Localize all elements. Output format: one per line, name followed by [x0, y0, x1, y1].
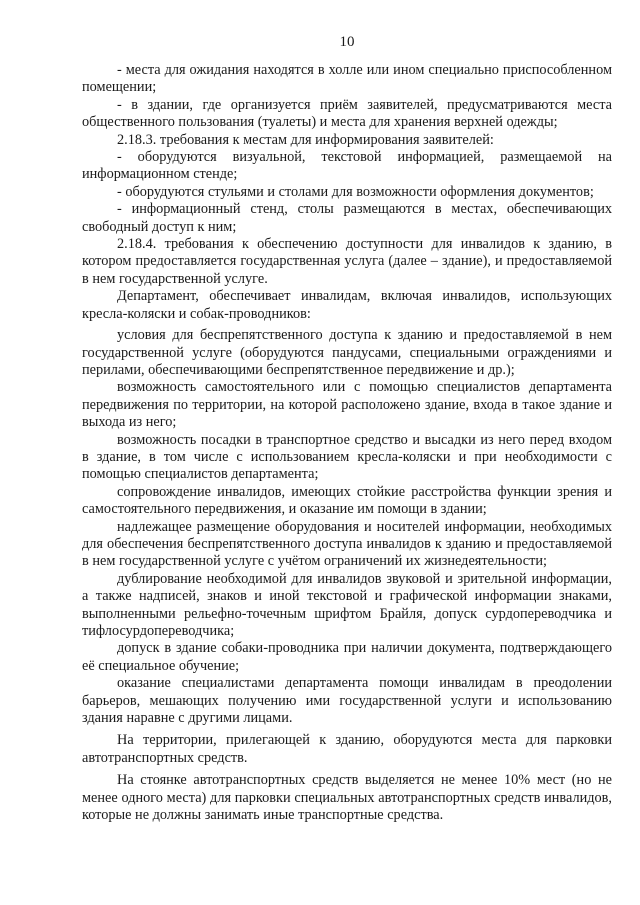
paragraph-parking-share: На стоянке автотранспортных средств выделяется не менее 10% мест (но не менее одного места) для парковки специальных автотранспортных средств инвалидов, которые не должны занимать иные транспортные средства.	[82, 772, 612, 824]
paragraph-duplication: дублирование необходимой для инвалидов звуковой и зрительной информации, а также надписей, знаков и иной текстовой и графической информации знаками, выполненными рельефно-точечным шрифтом Брайля, допуск сурдопереводчика и тифлосурдопереводчика;	[82, 570, 612, 639]
paragraph-2-18-3: 2.18.3. требования к местам для информирования заявителей:	[117, 131, 494, 148]
paragraph-unobstructed-access: условия для беспрепятственного доступа к зданию и предоставляемой в нем государственной услуге (оборудуются пандусами, специальными ограждениями и перилами, обеспечивающими беспрепятственное передвижение и др.);	[82, 327, 612, 378]
paragraph-guide-dog: допуск в здание собаки-проводника при наличии документа, подтверждающего её специальное обучение;	[82, 640, 612, 674]
paragraph-info-stand: - оборудуются визуальной, текстовой информацией, размещаемой на информационном стенде;	[82, 149, 612, 183]
paragraph-equipment-placement: надлежащее размещение оборудования и носителей информации, необходимых для обеспечения беспрепятственного доступа инвалидов к зданию и предоставляемой в нем государственной услуге с учётом ограничений их жизнедеятельности;	[82, 518, 612, 570]
paragraph-movement-territory: возможность самостоятельного или с помощью специалистов департамента передвижения по территории, на которой расположено здание, входа в такое здание и выхода из него;	[82, 379, 612, 431]
paragraph-boarding-vehicle: возможность посадки в транспортное средство и высадки из него перед входом в здание, в том числе с использованием кресла-коляски и при необходимости с помощью специалистов департамента;	[82, 431, 612, 483]
paragraph-parking-territory: На территории, прилегающей к зданию, оборудуются места для парковки автотранспортных средств.	[82, 732, 612, 766]
paragraph-2-18-4: 2.18.4. требования к обеспечению доступности для инвалидов к зданию, в котором предоставляется государственная услуга (далее – здание), и предоставляемой в нем государственной услуге.	[82, 236, 612, 287]
paragraph-waiting-places: - места для ожидания находятся в холле или ином специально приспособленном помещении;	[82, 62, 612, 96]
paragraph-public-facilities: - в здании, где организуется приём заявителей, предусматриваются места общественного пользования (туалеты) и места для хранения верхней одежды;	[82, 96, 612, 131]
page-number: 10	[339, 34, 355, 50]
paragraph-barrier-help: оказание специалистами департамента помощи инвалидам в преодолении барьеров, мешающих получению ими государственной услуги и использованию здания наравне с другими лицами.	[82, 675, 612, 727]
document-page	[82, 32, 612, 824]
paragraph-department-provides: Департамент, обеспечивает инвалидам, включая инвалидов, использующих кресла-коляски и собак-проводников:	[82, 288, 612, 322]
paragraph-free-access: - информационный стенд, столы размещаются в местах, обеспечивающих свободный доступ к ним;	[82, 201, 612, 235]
paragraph-chairs-tables: - оборудуются стульями и столами для возможности оформления документов;	[117, 183, 594, 200]
paragraph-escort: сопровождение инвалидов, имеющих стойкие расстройства функции зрения и самостоятельного передвижения, и оказание им помощи в здании;	[82, 483, 612, 518]
